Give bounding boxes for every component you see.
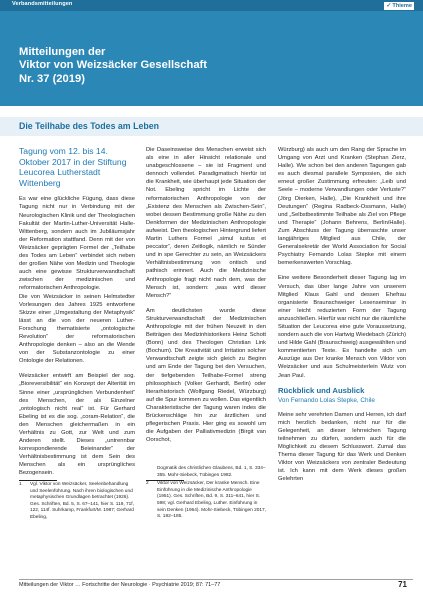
footnote-number: 2 [146,481,149,487]
spacer [19,365,135,372]
column-2 [146,146,266,444]
footnote-divider [19,480,57,481]
series-title-line: Nr. 37 (2019) [19,72,85,85]
footer-citation: Mitteilungen der Viktor … Fortschritte der Neurologie · Psychiatrie 2019; 87: 71–77 [19,582,221,588]
paragraph: Am deutlichsten wurde diese Strukturverwandtschaft der Medizinischen Anthropologie mit der frühen Neuzeit in den Beiträgen des Medizinhistorikers Heinz Schott (Bonn) und des Theologen Christian Link (Bochum). Die Kreativität und Irritation solcher Verwandtschaft zeigte sich gleich zu Beginn und am Ende der Tagung bei den Versuchen, der tiefgebenden Teilhabe-Formel streng philosophisch (Volker Gerhardt, Berlin) oder literarhistorisch (Wolfgang Riedel, Würzburg) auf die Spur kommen zu wollen. Das eigentlich Charakteristische der Tagung waren indes die Brückenschläge hin zur ärztlichen und pflegerischen Praxis. Hier ging es sowohl um die Aufgaben der Palliativmedizin (Birgit van Oorschot, [146,307,266,444]
paragraph: Die von Weizsäcker in seinen Helmstedter Vorlesungen des Jahres 1925 entworfene Skizze einer „Umgestaltung der Metaphysik“ lässt an die von der neueren Luther-Forschung thematisierte „ontologische Revolution“ der reformatorischen Anthropologie denken – also an die Wende von der Substanzontologie zu einer Ontologie der Relationen. [19,293,135,365]
retrospect-heading: Rückblick und Ausblick [278,385,365,395]
page-number: 71 [398,580,407,589]
series-title [19,46,319,86]
publisher-logo [384,2,414,10]
footnote [146,481,266,521]
footnote [19,482,135,522]
paragraph: Meine sehr verehrten Damen und Herren, ich darf mich herzlich bedanken, nicht nur für die Gelegenheit, an dieser lehrreichen Tagung teilnehmen zu dürfen, sondern auch für die Möglichkeit zu diesem Schlusswort. Zumal das Thema dieser Tagung für das Werk und Denken Viktor von Weizsäckers von zentraler Bedeutung ist. Ich kann mit dem Werk dieses großen Gelehrten [278,411,406,483]
paragraph: Weizsäcker entwirft am Beispiel der sog. „Bioreversibilität“ ein Konzept der Alterität im Sinne einer „ursprünglichen Verbundenheit“ des Menschen, der als Einzelner „ontologisch nicht real“ ist. Für Gerhard Ebeling ist es die sog. „coram-Relation“, die den Menschen gleichermaßen in ein Verhältnis zu Gott, zur Welt und zum Anderen stellt. Dieses „untrennbar korrespondierende Beieinander“ der Verhältnisbestimmung ist dem Sein des Menschen als ein ursprüngliches Bezogensein. [19,373,135,477]
footnote [146,466,266,479]
check-icon: ✓ [386,2,392,9]
footer-divider [19,579,413,580]
footnote-text: Viktor von Weizsäcker, Der kranke Mensch. Eine Einführung in die Medizinische Anthropologie (1951). Ges. Schriften, Bd. 9, S. 311–641, hier S. 598; vgl. Gerhard Ebeling, Luther. Einführung in sein Denken (1964). Mohr-Siebeck, Tübingen 2017, S. 182–185. [157,481,266,520]
footnote-text: Vgl. Viktor von Weizsäcker, Seelenbehandlung und Seelenführung. Nach ihren biologischen und metaphysischen Grundlagen betrachtet (1926). Ges. Schriften, Bd. 5, S. 67–141, hier S. 119, 71f, 122, 114f. Suhrkamp, Frankfurt/M. 1987; Gerhard Ebeling, [30,482,134,520]
section-label: Verbandsmitteilungen [12,1,73,7]
footnote-text: Dogmatik des christlichen Glaubens, Bd. 1, S. 334–355. Mohr-Siebeck, Tübingen 1982. [157,466,266,478]
article-subtitle: Tagung vom 12. bis 14. Oktober 2017 in der Stiftung Leucorea Lutherstadt Wittenberg [19,146,127,188]
footnote-number: 1 [19,482,22,487]
footnote-number [146,466,154,479]
column-1 [19,146,135,478]
footnotes-right [146,466,266,523]
footnotes-left [19,482,135,524]
publisher-name: Thieme [392,2,412,9]
article-title: Die Teilhabe des Todes am Leben [19,121,159,131]
series-title-line: Mitteilungen der [19,46,106,58]
paragraph: Es war eine glückliche Fügung, dass diese Tagung nicht nur in Verbindung mit der Neurologischen Klinik und der Theologischen Fakultät der Martin-Luther-Universität Halle-Wittenberg, sondern auch im Jubiläumsjahr der Reformation stattfand. Denn mit der von Weizsäcker geprägten Formel der „Teilhabe des Todes am Leben“ verbindet sich neben der großen Nähe von Medizin und Theologie auch eine gewisse Strukturverwandtschaft zwischen der medizinischen und reformatorischen Anthropologie. [19,196,135,292]
paragraph: Würzburg) als auch um den Rang der Sprache im Umgang von Arzt und Kranken (Stephan Zierz, Halle). Wie schon bei den anderen Tagungen gab es auch diesmal parallele Symposien, die sich erneut großer Zustimmung erfreuten: „Leib und Seele – moderne Verwandlungen oder Verluste?“ (Jörg Dierken, Halle), „Die Krankheit und ihre Deutungen“ (Regina Radbeck-Ossmann, Halle) und „Selbstbestimmte Teilhabe als Ziel von Pflege und Therapie“ (Johann Behrens, Berlin/Halle). Zum Abschluss der Tagung überraschte unser langjähriges Mitglied aus Chile, der Generalsekretär der World Association for Social Psychiatry Fernando Lolas Stepke mit einem bemerkenswerten Vorschlag. [278,147,406,267]
spacer [278,267,406,274]
paragraph: Die Daseinsweise des Menschen erweist sich als eine in aller Hinsicht relationale und unabgeschlossene – sie ist Fragment und dennoch vollendet. Paradigmatisch hierfür ist die Krankheit, wie überhaupt jede Situation der Not. Ebeling spricht im Lichte der reformatorischen Anthropologie von der „Existenz des Menschen als Zwischen-Sein“, wobei dessen Bestimmung große Nähe zu den Denkformen der Medizinischen Anthropologie aufweist. Den theologischen Hintergrund liefert Martin Luthers Formel „simul iustus et peccator“, deren Zeitlogik, nämlich re Sünder und in spe Gerechter zu sein, an Weizsäckers Verhältnisbestimmung von ontisch und pathisch erinnert. Auch die Medizinische Anthropologie fragt nicht nach dem, was der Mensch ist, sondern: „was wird dieser Mensch?“ [146,147,266,299]
paragraph: Eine weitere Besonderheit dieser Tagung lag im Versuch, das über lange Jahre von unserem Mitglied Klaus Gahl und dessen Ehefrau organisierte Braunschweiger Lesenseminar in einer leicht reduzierten Form der Tagung anzuschließen. Hierfür war nicht nur die räumliche Situation der Leucorea eine gute Voraussetzung, sondern auch die von Hartwig Wiedebach (Zürich) und Hilde Gahl (Braunschweig) ausgewählten und kommentierten Texte. Es handelte sich um Auszüge aus Der kranke Mensch von Viktor von Weizsäcker und aus Schulmeisterlein Wutz von Jean Paul. [278,275,406,379]
retrospect-byline: Von Fernando Lolas Stepke, Chile [278,396,375,404]
series-title-line: Viktor von Weizsäcker Gesellschaft [19,59,207,72]
column-3 [278,146,406,483]
spacer [146,300,266,307]
top-bar [0,0,423,11]
